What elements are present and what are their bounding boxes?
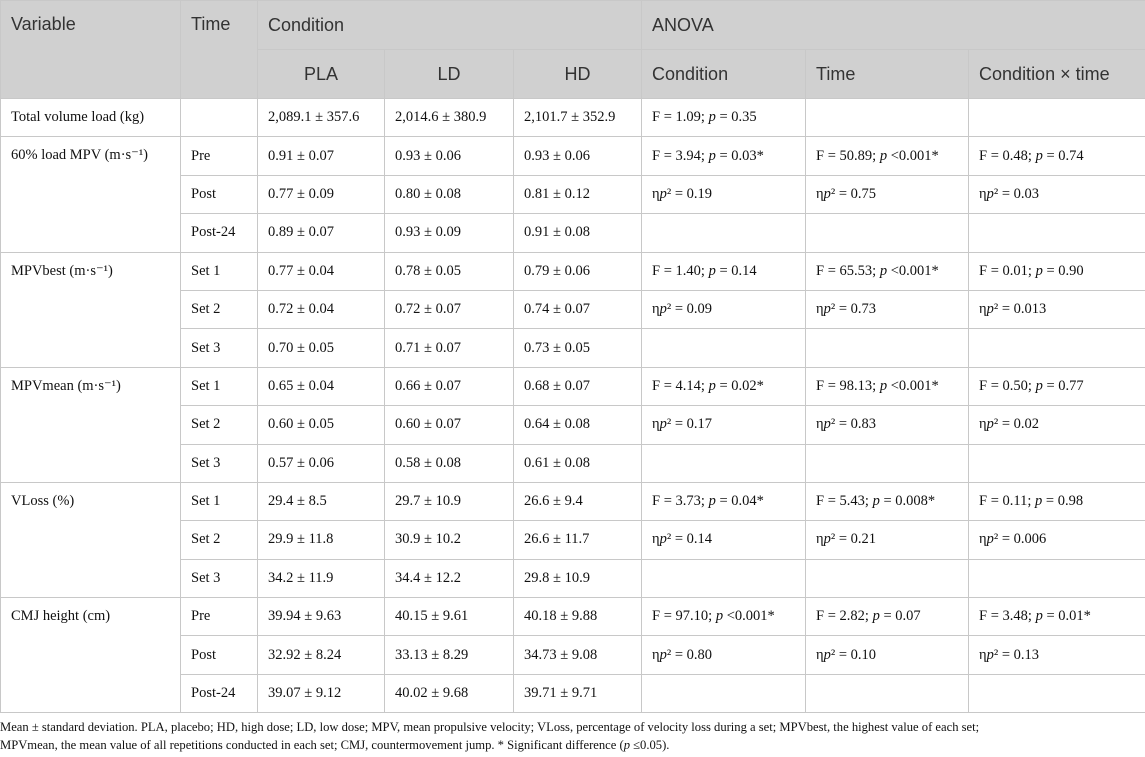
anova-condition-cell: ηp² = 0.17 <box>642 406 806 444</box>
table-body <box>1 99 1145 713</box>
hd-cell: 0.79 ± 0.06 <box>514 252 642 290</box>
footnote-line-2: MPVmean, the mean value of all repetitions conducted in each set; CMJ, countermovement jump. * Significant difference (p ≤0.05). <box>0 738 670 752</box>
anova-interaction-cell: ηp² = 0.006 <box>969 521 1145 559</box>
anova-time-cell <box>806 99 969 137</box>
anova-interaction-cell <box>969 559 1145 597</box>
anova-time-cell: ηp² = 0.10 <box>806 636 969 674</box>
ld-cell: 40.15 ± 9.61 <box>385 598 514 636</box>
table-row <box>1 367 1145 405</box>
header-time: Time <box>181 1 258 99</box>
pla-cell: 0.60 ± 0.05 <box>258 406 385 444</box>
ld-cell: 34.4 ± 12.2 <box>385 559 514 597</box>
anova-interaction-cell <box>969 674 1145 712</box>
anova-condition-cell: ηp² = 0.80 <box>642 636 806 674</box>
pla-cell: 32.92 ± 8.24 <box>258 636 385 674</box>
ld-cell: 2,014.6 ± 380.9 <box>385 99 514 137</box>
anova-interaction-cell: ηp² = 0.03 <box>969 175 1145 213</box>
time-cell: Set 2 <box>181 521 258 559</box>
pla-cell: 0.77 ± 0.04 <box>258 252 385 290</box>
anova-time-cell: F = 98.13; p <0.001* <box>806 367 969 405</box>
time-cell: Pre <box>181 137 258 175</box>
pla-cell: 29.9 ± 11.8 <box>258 521 385 559</box>
anova-time-cell <box>806 214 969 252</box>
hd-cell: 39.71 ± 9.71 <box>514 674 642 712</box>
ld-cell: 40.02 ± 9.68 <box>385 674 514 712</box>
variable-cell: Total volume load (kg) <box>1 99 181 137</box>
pla-cell: 0.89 ± 0.07 <box>258 214 385 252</box>
anova-condition-cell <box>642 559 806 597</box>
time-cell: Post-24 <box>181 674 258 712</box>
pla-cell: 2,089.1 ± 357.6 <box>258 99 385 137</box>
header-hd: HD <box>514 50 642 99</box>
ld-cell: 0.72 ± 0.07 <box>385 290 514 328</box>
anova-interaction-cell: ηp² = 0.013 <box>969 290 1145 328</box>
hd-cell: 40.18 ± 9.88 <box>514 598 642 636</box>
table-row <box>1 252 1145 290</box>
anova-condition-cell: F = 1.09; p = 0.35 <box>642 99 806 137</box>
anova-interaction-cell: F = 0.48; p = 0.74 <box>969 137 1145 175</box>
ld-cell: 0.80 ± 0.08 <box>385 175 514 213</box>
anova-condition-cell: F = 3.73; p = 0.04* <box>642 482 806 520</box>
hd-cell: 0.73 ± 0.05 <box>514 329 642 367</box>
table-row <box>1 99 1145 137</box>
time-cell: Set 1 <box>181 482 258 520</box>
pla-cell: 39.07 ± 9.12 <box>258 674 385 712</box>
pla-cell: 34.2 ± 11.9 <box>258 559 385 597</box>
header-pla: PLA <box>258 50 385 99</box>
hd-cell: 0.61 ± 0.08 <box>514 444 642 482</box>
hd-cell: 0.81 ± 0.12 <box>514 175 642 213</box>
anova-condition-cell: ηp² = 0.09 <box>642 290 806 328</box>
time-cell: Post-24 <box>181 214 258 252</box>
anova-time-cell <box>806 444 969 482</box>
anova-interaction-cell: F = 3.48; p = 0.01* <box>969 598 1145 636</box>
time-cell: Post <box>181 636 258 674</box>
variable-cell: VLoss (%) <box>1 482 181 597</box>
time-cell: Set 3 <box>181 329 258 367</box>
anova-condition-cell: F = 3.94; p = 0.03* <box>642 137 806 175</box>
variable-cell: 60% load MPV (m·s⁻¹) <box>1 137 181 252</box>
ld-cell: 0.93 ± 0.09 <box>385 214 514 252</box>
anova-condition-cell: F = 4.14; p = 0.02* <box>642 367 806 405</box>
hd-cell: 34.73 ± 9.08 <box>514 636 642 674</box>
pla-cell: 0.72 ± 0.04 <box>258 290 385 328</box>
anova-time-cell: ηp² = 0.73 <box>806 290 969 328</box>
ld-cell: 0.78 ± 0.05 <box>385 252 514 290</box>
hd-cell: 0.74 ± 0.07 <box>514 290 642 328</box>
table-row <box>1 598 1145 636</box>
anova-time-cell: ηp² = 0.75 <box>806 175 969 213</box>
anova-interaction-cell <box>969 444 1145 482</box>
anova-condition-cell: ηp² = 0.14 <box>642 521 806 559</box>
anova-time-cell: F = 5.43; p = 0.008* <box>806 482 969 520</box>
variable-cell: MPVmean (m·s⁻¹) <box>1 367 181 482</box>
anova-interaction-cell <box>969 214 1145 252</box>
anova-condition-cell <box>642 214 806 252</box>
hd-cell: 0.68 ± 0.07 <box>514 367 642 405</box>
pla-cell: 0.70 ± 0.05 <box>258 329 385 367</box>
header-ld: LD <box>385 50 514 99</box>
anova-time-cell <box>806 559 969 597</box>
pla-cell: 0.77 ± 0.09 <box>258 175 385 213</box>
anova-condition-cell: ηp² = 0.19 <box>642 175 806 213</box>
anova-interaction-cell: F = 0.11; p = 0.98 <box>969 482 1145 520</box>
hd-cell: 0.91 ± 0.08 <box>514 214 642 252</box>
anova-time-cell: F = 50.89; p <0.001* <box>806 137 969 175</box>
anova-interaction-cell: ηp² = 0.02 <box>969 406 1145 444</box>
anova-time-cell: F = 65.53; p <0.001* <box>806 252 969 290</box>
anova-interaction-cell <box>969 329 1145 367</box>
anova-time-cell <box>806 329 969 367</box>
time-cell: Set 3 <box>181 444 258 482</box>
header-anova-time: Time <box>806 50 969 99</box>
anova-condition-cell: F = 1.40; p = 0.14 <box>642 252 806 290</box>
table-header <box>1 1 1145 99</box>
pla-cell: 0.91 ± 0.07 <box>258 137 385 175</box>
ld-cell: 33.13 ± 8.29 <box>385 636 514 674</box>
hd-cell: 26.6 ± 11.7 <box>514 521 642 559</box>
header-anova-interaction: Condition × time <box>969 50 1145 99</box>
header-anova-condition: Condition <box>642 50 806 99</box>
ld-cell: 0.66 ± 0.07 <box>385 367 514 405</box>
time-cell: Set 1 <box>181 252 258 290</box>
anova-time-cell: ηp² = 0.21 <box>806 521 969 559</box>
anova-time-cell: ηp² = 0.83 <box>806 406 969 444</box>
anova-condition-cell <box>642 674 806 712</box>
variable-cell: MPVbest (m·s⁻¹) <box>1 252 181 367</box>
variable-cell: CMJ height (cm) <box>1 598 181 713</box>
table-footnote <box>0 718 1140 754</box>
hd-cell: 26.6 ± 9.4 <box>514 482 642 520</box>
pla-cell: 39.94 ± 9.63 <box>258 598 385 636</box>
anova-time-cell: F = 2.82; p = 0.07 <box>806 598 969 636</box>
anova-interaction-cell <box>969 99 1145 137</box>
ld-cell: 0.60 ± 0.07 <box>385 406 514 444</box>
time-cell <box>181 99 258 137</box>
anova-interaction-cell: ηp² = 0.13 <box>969 636 1145 674</box>
table-row <box>1 137 1145 175</box>
anova-interaction-cell: F = 0.01; p = 0.90 <box>969 252 1145 290</box>
ld-cell: 30.9 ± 10.2 <box>385 521 514 559</box>
time-cell: Set 2 <box>181 406 258 444</box>
header-anova: ANOVA <box>642 1 1145 50</box>
pla-cell: 29.4 ± 8.5 <box>258 482 385 520</box>
ld-cell: 0.58 ± 0.08 <box>385 444 514 482</box>
time-cell: Set 1 <box>181 367 258 405</box>
hd-cell: 29.8 ± 10.9 <box>514 559 642 597</box>
hd-cell: 0.93 ± 0.06 <box>514 137 642 175</box>
anova-interaction-cell: F = 0.50; p = 0.77 <box>969 367 1145 405</box>
anova-condition-cell <box>642 444 806 482</box>
time-cell: Set 2 <box>181 290 258 328</box>
table-row <box>1 482 1145 520</box>
hd-cell: 2,101.7 ± 352.9 <box>514 99 642 137</box>
time-cell: Post <box>181 175 258 213</box>
anova-condition-cell: F = 97.10; p <0.001* <box>642 598 806 636</box>
pla-cell: 0.65 ± 0.04 <box>258 367 385 405</box>
footnote-line-1: Mean ± standard deviation. PLA, placebo; HD, high dose; LD, low dose; MPV, mean propulsive velocity; VLoss, percentage of velocity loss during a set; MPVbest, the highest value of each set; <box>0 720 980 734</box>
anova-time-cell <box>806 674 969 712</box>
ld-cell: 0.93 ± 0.06 <box>385 137 514 175</box>
pla-cell: 0.57 ± 0.06 <box>258 444 385 482</box>
time-cell: Pre <box>181 598 258 636</box>
hd-cell: 0.64 ± 0.08 <box>514 406 642 444</box>
ld-cell: 0.71 ± 0.07 <box>385 329 514 367</box>
header-condition: Condition <box>258 1 642 50</box>
time-cell: Set 3 <box>181 559 258 597</box>
anova-condition-cell <box>642 329 806 367</box>
ld-cell: 29.7 ± 10.9 <box>385 482 514 520</box>
header-variable: Variable <box>1 1 181 99</box>
